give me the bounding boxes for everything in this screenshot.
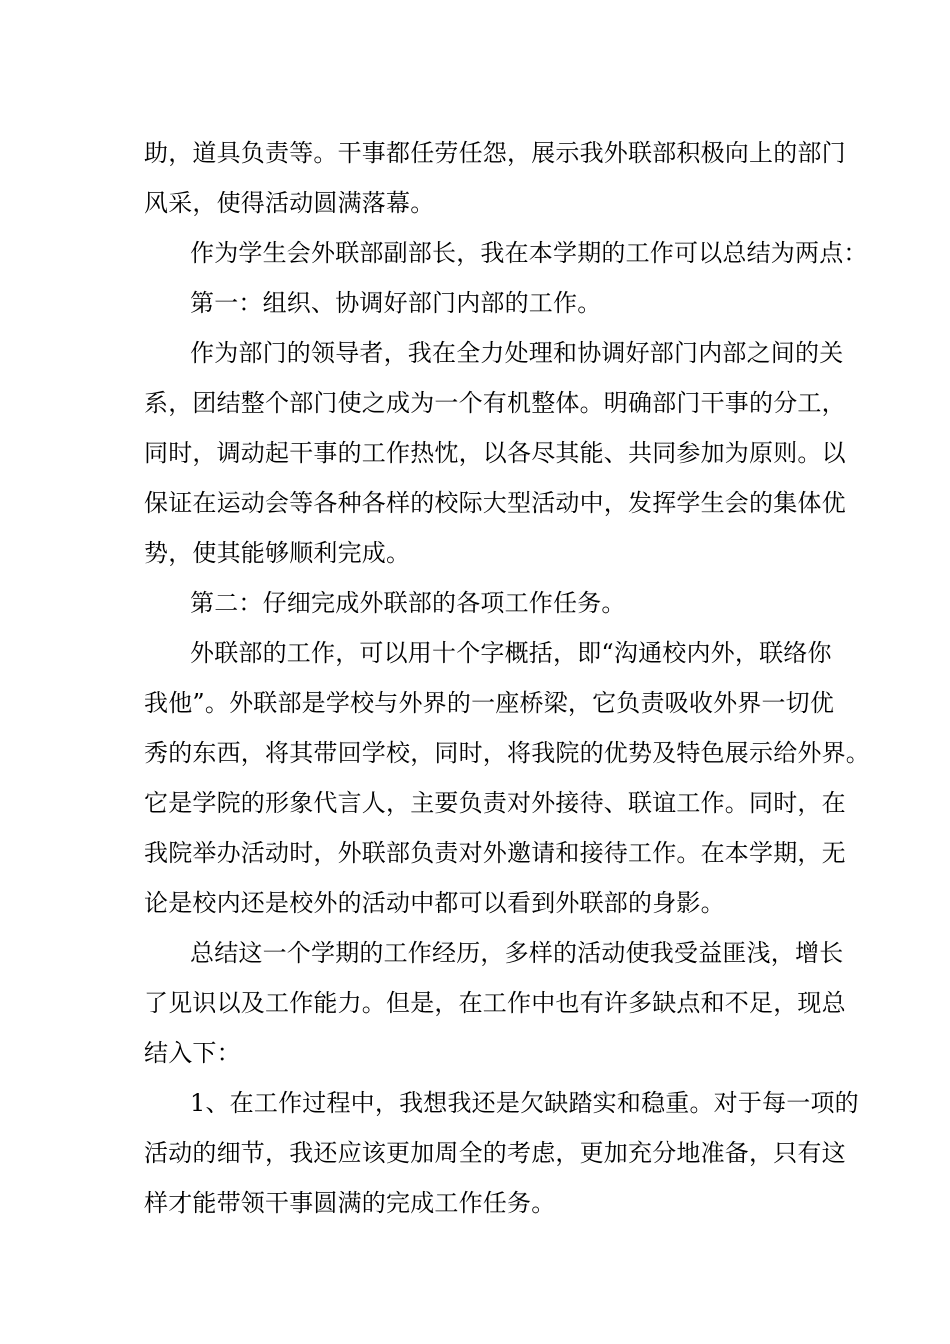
text-line: 论是校内还是校外的活动中都可以看到外联部的身影。: [144, 889, 725, 917]
text-line: 第二：仔细完成外联部的各项工作任务。: [190, 589, 626, 617]
text-line: 活动的细节，我还应该更加周全的考虑，更加充分地准备，只有这: [144, 1139, 846, 1167]
text-line: 作为学生会外联部副部长，我在本学期的工作可以总结为两点：: [190, 239, 868, 267]
text-line: 风采，使得活动圆满落幕。: [144, 189, 435, 217]
text-line: 结入下：: [144, 1039, 241, 1067]
text-line: 我他”。外联部是学校与外界的一座桥梁，它负责吸收外界一切优: [144, 689, 835, 717]
text-line: 秀的东西，将其带回学校，同时，将我院的优势及特色展示给外界。: [144, 739, 870, 767]
text-line: 样才能带领干事圆满的完成工作任务。: [144, 1189, 556, 1217]
text-line: 我院举办活动时，外联部负责对外邀请和接待工作。在本学期，无: [144, 839, 846, 867]
text-line: 总结这一个学期的工作经历，多样的活动使我受益匪浅，增长: [190, 939, 844, 967]
text-line: 系，团结整个部门使之成为一个有机整体。明确部门干事的分工，: [144, 389, 846, 417]
text-line: 作为部门的领导者，我在全力处理和协调好部门内部之间的关: [190, 339, 844, 367]
text-line: 保证在运动会等各种各样的校际大型活动中，发挥学生会的集体优: [144, 489, 846, 517]
text-line: 助，道具负责等。干事都任劳任怨，展示我外联部积极向上的部门: [144, 139, 846, 167]
text-line: 势，使其能够顺利完成。: [144, 539, 411, 567]
text-line: 1、在工作过程中，我想我还是欠缺踏实和稳重。对于每一项的: [190, 1089, 859, 1117]
text-line: 同时，调动起干事的工作热忱，以各尽其能、共同参加为原则。以: [144, 439, 846, 467]
text-line: 它是学院的形象代言人，主要负责对外接待、联谊工作。同时，在: [144, 789, 846, 817]
text-line: 了见识以及工作能力。但是，在工作中也有许多缺点和不足，现总: [144, 989, 846, 1017]
text-line: 第一：组织、协调好部门内部的工作。: [190, 289, 602, 317]
text-line: 外联部的工作，可以用十个字概括，即“沟通校内外，联络你: [190, 639, 832, 667]
